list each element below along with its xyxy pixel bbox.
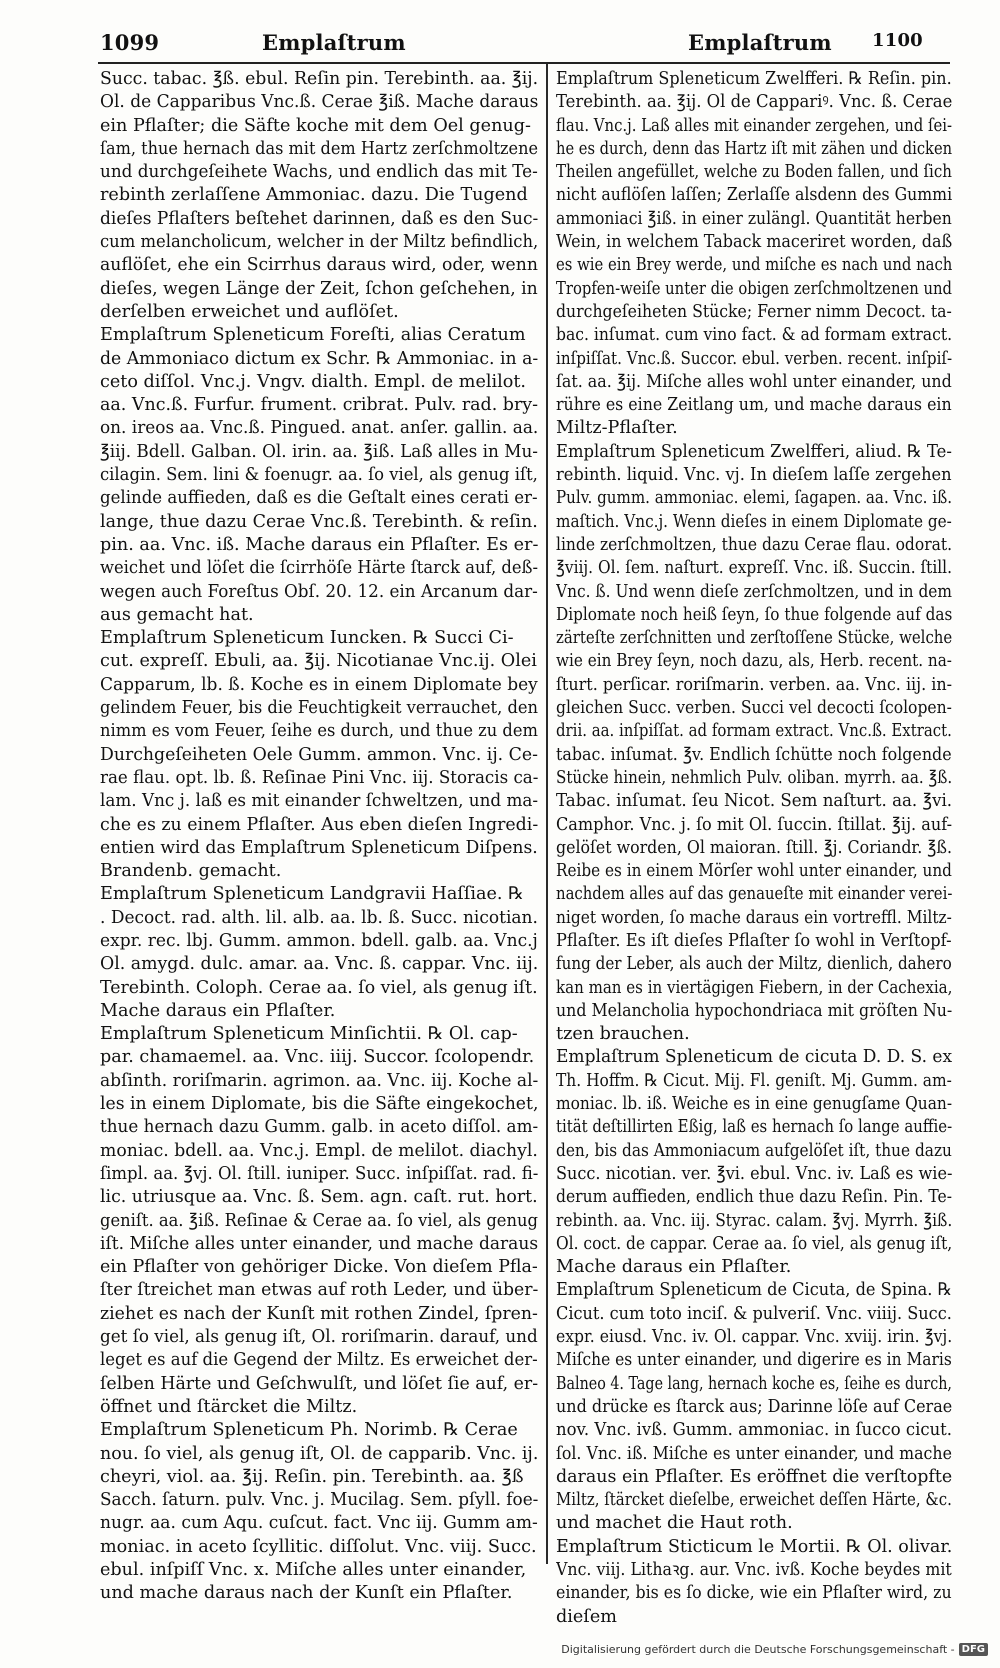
text-line: ziehet es nach der Kunſt mit rothen Zindel, ſpren- [100, 1303, 538, 1324]
text-line: he es durch, denn das Hartz iſt mit zähen und dicken [556, 138, 953, 159]
text-line: cut. expreſſ. Ebuli, aa. ℥ij. Nicotianae Vnc.ij. Olei [100, 651, 537, 672]
text-line: Miltz, ſtärcket dieſelbe, erweichet deſſen Härte, &c. [556, 1490, 952, 1511]
text-line: und machet die Haut roth. [556, 1513, 793, 1534]
text-line: cheyri, viol. aa. ℥ij. Reſin. pin. Terebinth. aa. ℥ß [100, 1466, 524, 1487]
text-line: Tabac. inſumat. ſeu Nicot. Sem naſturt. aa. ℥vi. [556, 791, 952, 812]
text-line: öffnet und ſtärcket die Miltz. [100, 1396, 358, 1417]
text-line: einander, bis es ſo dicke, wie ein Pflaſter wird, zu [556, 1583, 952, 1604]
text-line: ein Pflaſter von gehöriger Dicke. Von dieſem Pfla- [100, 1257, 538, 1278]
text-line: Emplaſtrum Spleneticum Zwelfferi, aliud. ℞ Te- [556, 441, 952, 462]
text-line: durchgeſeiheten Stücke; Ferner nimm Decoct. ta- [556, 301, 952, 322]
text-line: expr. eiusd. Vnc. iv. Ol. cappar. Vnc. xviij. irin. ℥vj. [556, 1327, 953, 1348]
footer-text: Digitalisierung gefördert durch die Deutsche Forschungsgemeinschaft - [561, 1643, 955, 1656]
text-line: Vnc. viij. Lithaꝛg. aur. Vnc. ivß. Koche beydes mit [556, 1560, 952, 1580]
text-line: Emplaſtrum Spleneticum Landgravii Haſſiae. ℞ [100, 884, 524, 905]
text-line: und durchgeſeihete Wachs, und endlich das mit Te- [100, 162, 538, 183]
text-line: nachdem alles auf das genaueſte mit einander verei- [556, 884, 952, 905]
left-column [100, 68, 538, 1606]
text-line: dieſem [556, 1606, 617, 1627]
text-line: zärteſte zerſchnitten und zerſtoſſene Stücke, welche [556, 628, 953, 649]
text-line: derum auffieden, endlich thue dazu Reſin. Pin. Te- [556, 1187, 952, 1208]
text-line: Miſche es unter einander, und digerire es in Maris [556, 1350, 952, 1371]
text-line: Emplaſtrum Spleneticum Minſichtii. ℞ Ol. cap- [100, 1024, 518, 1045]
text-line: . Decoct. rad. alth. lil. alb. aa. lb. ß. Succ. nicotian. [100, 907, 538, 928]
text-line: Succ. tabac. ℥ß. ebul. Reſin pin. Terebinth. aa. ℥ij. [100, 69, 539, 89]
text-line: tität deſtillirten Eßig, laß es hernach ſo lange auffie- [556, 1117, 953, 1138]
text-line: Sacch. ſaturn. pulv. Vnc. j. Mucilag. Sem. pſyll. foe- [100, 1490, 538, 1511]
text-line: bac. inſumat. cum vino fact. & ad formam extract. [556, 325, 952, 346]
text-line: moniac. lb. iß. Weiche es in eine genugſame Quan- [556, 1094, 952, 1115]
text-line: moniac. bdell. aa. Vnc.j. Empl. de melilot. diachyl. [100, 1140, 538, 1161]
text-line: Emplaſtrum Spleneticum Zwelfferi. ℞ Reſin. pin. [556, 69, 952, 89]
text-line: Balneo 4. Tage lang, hernach koche es, ſeihe es durch, [556, 1373, 952, 1394]
text-line: Theilen angefüllet, welche zu Boden fallen, und ſich [556, 162, 952, 183]
text-line: leget es auf die Gegend der Miltz. Es erweichet der- [100, 1350, 538, 1371]
text-line: Emplaſtrum Spleneticum Foreſti, alias Ceratum [100, 325, 526, 346]
text-line: les in einem Diplomate, bis die Säfte eingekochet, [100, 1094, 539, 1115]
text-line: weichet und löſet die ſcirrhöſe Härte ſtarck auf, deß- [100, 558, 538, 579]
text-line: rebinth zerlaſſene Ammoniac. dazu. Die Tugend [100, 185, 528, 206]
text-line: Emplaſtrum Spleneticum Iuncken. ℞ Succi Ci- [100, 628, 514, 649]
text-line: nicht auflöſen laſſen; Zerlaſſe alsdenn des Gummi [556, 185, 952, 206]
text-line: dieſes, wegen Länge der Zeit, ſchon geſchehen, in [100, 278, 538, 299]
text-line: che es zu einem Pflaſter. Aus eben dieſen Ingredi- [100, 814, 539, 835]
text-line: Terebinth. Coloph. Cerae aa. ſo viel, als genug iſt. [100, 977, 538, 998]
text-line: niget worden, ſo mache daraus ein vortreffl. Miltz- [556, 907, 952, 928]
text-line: ammoniaci ℥iß. in einer zulängl. Quantität herben [556, 208, 952, 229]
text-line: ſam, thue hernach das mit dem Hartz zerſchmoltzene [100, 138, 538, 159]
text-line: tabac. inſumat. ℥v. Endlich ſchütte noch folgende [556, 744, 952, 765]
header-rule [98, 62, 950, 64]
text-line: derſelben erweichet und auflöſet. [100, 301, 399, 322]
text-line: entien wird das Emplaſtrum Spleneticum Diſpens. [100, 837, 538, 858]
text-line: kan man es in viertägigen Fiebern, in der Cachexia, [556, 977, 953, 998]
text-line: und mache daraus nach der Kunſt ein Pflaſter. [100, 1583, 513, 1604]
text-line: tzen brauchen. [556, 1024, 690, 1045]
text-line: wegen auch Foreſtus Obſ. 20. 12. ein Arcanum dar- [100, 581, 538, 602]
right-column [556, 68, 952, 1629]
text-line: lic. utriusque aa. Vnc. ß. Sem. agn. caſt. rut. hort. [100, 1187, 538, 1208]
text-line: lam. Vnc j. laß es mit einander ſchweltzen, und ma- [100, 791, 538, 812]
text-line: ſat. aa. ℥ij. Miſche alles wohl unter einander, und [556, 371, 952, 392]
text-line: den, bis das Ammoniacum aufgelöſet iſt, thue dazu [556, 1140, 952, 1161]
text-line: Mache daraus ein Pflaſter. [556, 1257, 792, 1278]
running-head-right: Emplaſtrum [688, 30, 832, 55]
text-line: expr. rec. lbj. Gumm. ammon. bdell. galb. aa. Vnc.j [100, 930, 538, 951]
text-line: dieſes Pflaſters beſtehet darinnen, daß es den Suc- [100, 208, 539, 229]
text-line: de Ammoniaco dictum ex Schr. ℞ Ammoniac. in a- [100, 348, 539, 369]
text-line: Miltz-Pflaſter. [556, 418, 678, 439]
text-line: par. chamaemel. aa. Vnc. iiij. Succor. ſcolopendr. [100, 1047, 535, 1068]
text-line: nov. Vnc. ivß. Gumm. ammoniac. in ſucco cicut. [556, 1420, 953, 1441]
text-line: Emplaſtrum Sticticum le Mortii. ℞ Ol. olivar. [556, 1536, 953, 1557]
text-line: ſter ſtreichet man etwas auf roth Leder, und über- [100, 1280, 539, 1301]
text-line: iſt. Miſche alles unter einander, und mache daraus [100, 1233, 538, 1254]
text-line: thue hernach dazu Gumm. galb. in aceto diſſol. am- [100, 1117, 538, 1138]
text-line: nimm es vom Feuer, ſeihe es durch, und thue zu dem [100, 721, 538, 742]
text-line: Terebinth. aa. ℥ij. Ol de Cappariꝰ. Vnc. ß. Cerae [556, 92, 953, 113]
text-line: Emplaſtrum Spleneticum Ph. Norimb. ℞ Cerae [100, 1420, 518, 1441]
text-line: Vnc. ß. Und wenn dieſe zerſchmoltzen, und in dem [556, 581, 952, 602]
text-line: ſimpl. aa. ℥vj. Ol. ſtill. iuniper. Succ. inſpiſſat. rad. fi- [100, 1163, 538, 1184]
text-line: Emplaſtrum Spleneticum de cicuta D. D. S. ex [556, 1047, 952, 1068]
text-line: Mache daraus ein Pflaſter. [100, 1000, 336, 1021]
text-line: ein Pflaſter; die Säfte koche mit dem Oel genug- [100, 115, 531, 136]
text-line: Reibe es in einem Mörſer wohl unter einander, und [556, 861, 952, 882]
text-line: rühre es eine Zeitlang um, und mache daraus ein [556, 395, 952, 416]
text-line: Tropfen-weiſe unter die obigen zerſchmoltzenen und [556, 278, 952, 299]
text-line: aa. Vnc.ß. Furfur. frument. cribrat. Pulv. rad. bry- [100, 395, 539, 416]
text-line: gelindem Feuer, bis die Feuchtigkeit verrauchet, den [100, 698, 538, 719]
text-line: flau. Vnc.j. Laß alles mit einander zergehen, und ſei- [556, 115, 952, 136]
text-line: cum melancholicum, welcher in der Miltz befindlich, [100, 232, 538, 253]
text-line: ſelben Härte und Geſchwulſt, und löſet ſie auf, er- [100, 1373, 539, 1394]
text-line: rae flau. opt. lb. ß. Reſinae Pini Vnc. iij. Storacis ca- [100, 767, 539, 788]
text-line: und drücke es ſtarck aus; Darinne löſe auf Cerae [556, 1396, 953, 1417]
text-line: geniſt. aa. ℥iß. Reſinae & Cerae aa. ſo viel, als genug [100, 1210, 538, 1231]
text-line: es wie ein Brey werde, und miſche es nach und nach [556, 255, 953, 276]
text-line: moniac. in aceto ſcyllitic. diſſolut. Vnc. viij. Succ. [100, 1536, 537, 1557]
text-line: auflöſet, ehe ein Scirrhus daraus wird, oder, wenn [100, 255, 538, 276]
text-line: Cicut. cum toto inciſ. & pulveriſ. Vnc. viiij. Succ. [556, 1303, 952, 1324]
text-line: fung der Leber, als auch der Miltz, dienlich, dahero [556, 954, 952, 975]
column-separator [546, 64, 548, 1564]
text-line: ℥iij. Bdell. Galban. Ol. irin. aa. ℥iß. Laß alles in Mu- [100, 441, 538, 462]
text-line: ℥viij. Ol. ſem. naſturt. expreſſ. Vnc. iß. Succin. ſtill. [556, 558, 952, 579]
text-line: get ſo viel, als genug iſt, Ol. roriſmarin. darauf, und [100, 1327, 538, 1348]
text-line: lange, thue dazu Cerae Vnc.ß. Terebinth. & reſin. [100, 511, 538, 532]
text-line: Pulv. gumm. ammoniac. elemi, ſagapen. aa. Vnc. iß. [556, 488, 952, 509]
text-line: Brandenb. gemacht. [100, 861, 282, 882]
text-line: gelinde auffieden, daß es die Geſtalt eines cerati er- [100, 488, 538, 509]
text-line: Ol. coct. de cappar. Cerae aa. ſo viel, als genug iſt, [556, 1233, 952, 1254]
page-number-left: 1099 [100, 30, 160, 55]
text-line: abſinth. roriſmarin. agrimon. aa. Vnc. iij. Koche al- [100, 1070, 539, 1091]
text-line: Succ. nicotian. ver. ℥vi. ebul. Vnc. iv. Laß es wie- [556, 1163, 952, 1184]
text-line: rebinth. aa. Vnc. iij. Styrac. calam. ℥vj. Myrrh. ℥iß. [556, 1210, 952, 1231]
text-line: rebinth. liquid. Vnc. vj. In dieſem laſſe zergehen [556, 465, 952, 486]
text-line: aus gemacht hat. [100, 604, 254, 625]
text-line: wie ein Brey ſeyn, noch dazu, als, Herb. recent. na- [556, 651, 952, 672]
text-line: daraus ein Pflaſter. Es eröffnet die verſtopfte [556, 1466, 952, 1487]
text-line: pin. aa. Vnc. iß. Mache daraus ein Pflaſter. Es er- [100, 534, 538, 555]
text-line: ceto diſſol. Vnc.j. Vngv. dialth. Empl. de melilot. [100, 371, 526, 392]
text-line: Emplaſtrum Spleneticum de Cicuta, de Spina. ℞ [556, 1280, 953, 1301]
text-line: ebul. inſpiſſ Vnc. x. Miſche alles unter einander, [100, 1560, 527, 1580]
text-line: gelöſet worden, Ol maioran. ſtill. ℥j. Coriandr. ℥ß. [556, 837, 953, 858]
text-line: Durchgeſeiheten Oele Gumm. ammon. Vnc. ij. Ce- [100, 744, 538, 765]
text-line: drii. aa. inſpiſſat. ad formam extract. Vnc.ß. Extract. [556, 721, 952, 742]
text-line: Wein, in welchem Taback maceriret worden, daß [556, 232, 953, 253]
text-line: nugr. aa. cum Aqu. cuſcut. fact. Vnc iij. Gumm am- [100, 1513, 538, 1534]
text-line: cilagin. Sem. lini & foenugr. aa. ſo viel, als genug iſt, [100, 465, 538, 486]
text-line: nou. ſo viel, als genug iſt, Ol. de capparib. Vnc. ij. [100, 1443, 539, 1464]
text-line: Ol. amygd. dulc. amar. aa. Vnc. ß. cappar. Vnc. iij. [100, 954, 539, 975]
dfg-logo: DFG [959, 1643, 988, 1656]
page-number-right: 1100 [872, 30, 923, 51]
text-line: Stücke hinein, nehmlich Pulv. oliban. myrrh. aa. ℥ß. [556, 767, 952, 788]
text-line: ſol. Vnc. iß. Miſche es unter einander, und mache [556, 1443, 952, 1464]
text-line: gleichen Succ. verben. Succi vel decocti ſcolopen- [556, 698, 952, 719]
footer [561, 1643, 988, 1656]
text-line: und Melancholia hypochondriaca mit gröſten Nu- [556, 1000, 953, 1021]
text-line: linde zerſchmoltzen, thue dazu Cerae flau. odorat. [556, 534, 953, 555]
text-line: Ol. de Capparibus Vnc.ß. Cerae ℥iß. Mache daraus [100, 92, 539, 113]
text-line: Capparum, lb. ß. Koche es in einem Diplomate bey [100, 674, 538, 695]
text-line: Diplomate noch heiß ſeyn, ſo thue folgende auf das [556, 604, 952, 625]
text-line: Th. Hoffm. ℞ Cicut. Mij. Fl. geniſt. Mj. Gumm. am- [556, 1070, 952, 1091]
text-line: Camphor. Vnc. j. ſo mit Ol. ſuccin. ſtillat. ℥ij. auf- [556, 814, 952, 835]
text-line: ſturt. perſicar. roriſmarin. verben. aa. Vnc. iij. in- [556, 674, 953, 695]
text-line: inſpiſſat. Vnc.ß. Succor. ebul. verben. recent. inſpiſ- [556, 348, 953, 369]
text-line: on. ireos aa. Vnc.ß. Pingued. anat. anſer. gallin. aa. [100, 418, 538, 439]
running-head-left: Emplaſtrum [262, 30, 406, 55]
text-line: Pflaſter. Es iſt dieſes Pflaſter ſo wohl in Verſtopf- [556, 930, 952, 951]
text-line: maſtich. Vnc.j. Wenn dieſes in einem Diplomate ge- [556, 511, 952, 532]
